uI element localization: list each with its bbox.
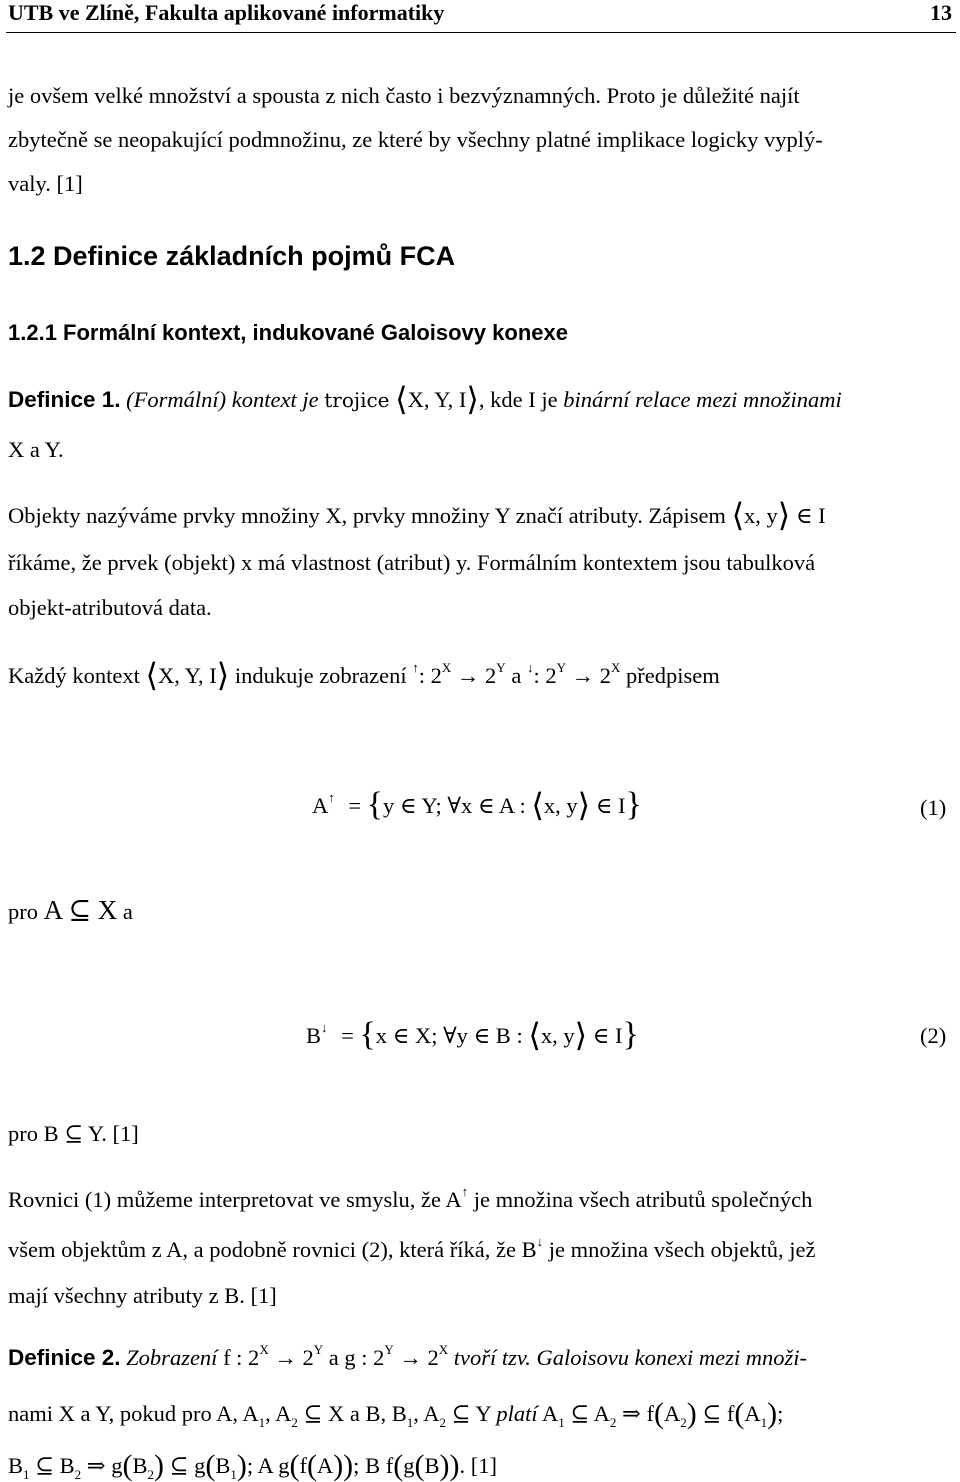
def1-tuple: X, Y, I [407,387,467,412]
def1-italic-2: binární relace mezi množinami [563,387,842,412]
sub: 2 [439,1415,447,1430]
def2-italic-2: tvoří tzv. Galoisovu konexi mezi množi- [453,1345,808,1370]
def2-comma: , A [265,1401,292,1426]
def1-label: Definice 1. [8,387,121,412]
angle-right: ⟩ [216,656,230,694]
intro-line-3: valy. [1] [8,171,83,196]
sub: 1 [258,1415,266,1430]
def2-sup-x-2: X [438,1342,449,1357]
pro1-expr: A ⊆ X [43,895,118,925]
each-a: a [511,663,522,688]
down-arrow-icon: ↓ [536,1234,544,1249]
end: . [1] [459,1453,497,1478]
A: A [664,1401,681,1426]
paren: ) [236,1449,247,1482]
def1-line-2: X a Y. [8,437,64,462]
angle-right: ⟩ [777,496,791,534]
equation-1 [312,786,642,824]
paren: ( [289,1449,300,1482]
page-number: 13 [930,0,952,25]
arrow-1: → [456,663,480,688]
paren: )) [439,1449,460,1482]
up-arrow-icon: ↑ [412,660,419,675]
rovnici-line-3: mají všechny atributy z B. [1] [8,1283,277,1308]
paren: )) [333,1449,354,1482]
semicolon: ; [246,1453,254,1478]
def2-italic-1: Zobrazení [126,1345,218,1370]
def2-l2a: nami X a Y, pokud pro [8,1401,212,1426]
up-arrow-icon: ↑ [328,790,335,805]
eq1-body: y ∈ Y; ∀x ∈ A : [383,793,526,818]
def2-impl-arrow: ⇒ f [622,1401,654,1426]
angle-left: ⟨ [145,656,158,694]
def2-a: a [328,1345,339,1370]
def2-impl-a: A [542,1401,559,1426]
eq2-number: (2) [920,1023,947,1048]
rovnici-B: B [521,1237,537,1262]
sub: 2 [291,1415,298,1430]
sub: 2 [147,1467,155,1482]
A: A [744,1401,761,1426]
A: A [257,1453,273,1478]
objects-line-3: objekt-atributová data. [8,595,212,620]
sup-x: X [441,660,452,675]
B1: B [8,1453,24,1478]
def2-subX: ⊆ X [303,1401,345,1426]
down-arrow-icon: ↓ [526,660,534,675]
f: f [299,1453,307,1478]
f: f [385,1453,394,1478]
def2-line-3 [8,1449,497,1482]
objects-in-i: ∈ I [795,503,826,528]
eq2-in-i: ∈ I [592,1023,623,1048]
B: B [365,1453,381,1478]
eq2-lhs: B [306,1023,322,1048]
brace-right: } [625,786,642,823]
def2-f-map: f : 2 [223,1345,260,1370]
angle-left: ⟨ [528,1016,541,1054]
angle-right: ⟩ [577,786,591,824]
def2-arrow-1: → 2 [274,1345,314,1370]
brace-left: { [366,786,384,823]
subset-g: ⊆ g [169,1453,206,1478]
brace-left: { [359,1016,376,1053]
eq2-body: x ∈ X; ∀y ∈ B : [375,1023,523,1048]
header-title: UTB ve Zlíně, Fakulta aplikované informatiky [8,0,445,25]
angle-right: ⟩ [466,380,479,418]
def2-g-map: g : 2 [344,1345,385,1370]
sub: 2 [74,1467,82,1482]
paren: ( [306,1449,317,1482]
def1-italic-1: (Formální) kontext je [126,387,319,412]
eq2-eq: = [341,1023,354,1048]
pro1-a: a [122,899,133,924]
paren: ) [767,1397,778,1430]
subset: ⊆ B [35,1453,75,1478]
def2-arrow-2: → 2 [399,1345,439,1370]
implies-g: ⇒ g [86,1453,123,1478]
angle-left: ⟨ [395,380,408,418]
intro-line-2: zbytečně se neopakující podmnožinu, ze které by všechny platné implikace logicky vyplý- [8,127,823,152]
def2-subY: ⊆ Y [451,1401,491,1426]
pro2-pro: pro [8,1121,38,1146]
brace-right: } [622,1016,639,1053]
rovnici-line-2 [8,1234,816,1265]
sub: 1 [23,1467,30,1482]
semicolon: ; [777,1401,784,1426]
A: A [316,1453,334,1478]
sub: 1 [760,1415,768,1430]
def2-line-2 [8,1397,784,1430]
def2-set2: B, B [365,1401,407,1426]
rovnici-l2b: je množina všech objektů, jež [548,1237,816,1262]
down-arrow-icon: ↓ [321,1020,328,1035]
paren: ( [393,1449,404,1482]
each-text-1: Každý kontext [8,663,140,688]
subsection-title: 1.2.1 Formální kontext, indukované Galoisovy konexe [8,320,568,345]
pro1-pro: pro [8,899,38,924]
paren: ( [205,1449,216,1482]
pro2-expr: B ⊆ Y [43,1121,102,1146]
each-tuple: X, Y, I [157,663,217,688]
paren: ) [686,1397,697,1430]
header-rule [6,32,956,33]
sup-y: Y [496,660,506,675]
eq1-number: (1) [920,795,947,820]
paren: ( [654,1397,664,1430]
paren: ( [734,1397,745,1430]
section-title: 1.2 Definice základních pojmů FCA [8,241,456,271]
eq2-pair: x, y [540,1023,575,1048]
sup-x-2: X [610,660,621,675]
sup-y-2: Y [556,660,566,675]
def1-word: trojice [324,388,390,412]
eq1-lhs: A [312,793,329,818]
pro2-rest: . [1] [101,1121,139,1146]
sub: 1 [558,1415,565,1430]
each-text-2: indukuje zobrazení [234,663,407,688]
def2-l2-a: a [349,1401,360,1426]
B: B [215,1453,231,1478]
def2-impl-mid: ⊆ A [570,1401,610,1426]
sub: 2 [680,1415,687,1430]
B: B [424,1453,440,1478]
up-arrow-icon: ↑ [461,1184,469,1199]
def2-sup-x: X [259,1342,269,1357]
sub: 2 [609,1415,617,1430]
eq1-in-i: ∈ I [595,793,626,818]
intro-line-1: je ovšem velké množství a spousta z nich často i bezvýznamných. Proto je důležité najít [8,83,800,108]
rovnici-line-1 [8,1184,813,1215]
g: g [403,1453,415,1478]
objects-line-2: říkáme, že prvek (objekt) x má vlastnost (atribut) y. Formálním kontextem jsou tabulková [8,550,816,575]
semicolon: ; [353,1453,360,1478]
def1-text-2: , kde I je [478,387,558,412]
sub: 1 [230,1467,237,1482]
paren: ( [122,1449,133,1482]
map2-b: 2 [599,663,611,688]
def2-line-1 [8,1342,808,1373]
map1-a: : 2 [418,663,442,688]
map2-a: : 2 [533,663,557,688]
B: B [132,1453,148,1478]
eq1-pair: x, y [543,793,578,818]
comma: , A [413,1401,440,1426]
g: g [278,1453,290,1478]
each-text-3: předpisem [625,663,720,688]
def1-line-1 [8,380,842,418]
arrow-2: → [571,663,595,688]
equation-2 [306,1016,639,1054]
sub: 1 [406,1415,414,1430]
each-line [8,656,720,694]
angle-left: ⟨ [531,786,544,824]
eq1-eq: = [348,793,362,818]
map1-b: 2 [485,663,497,688]
def2-plati: platí [496,1401,538,1426]
def2-label: Definice 2. [8,1345,121,1370]
objects-text: Objekty nazýváme prvky množiny X, prvky množiny Y značí atributy. Zápisem [8,503,726,528]
rovnici-l1a: Rovnici (1) můžeme interpretovat ve smyslu, že [8,1187,441,1212]
def2-sup-y-2: Y [384,1342,394,1357]
pro-line-2 [8,1122,139,1146]
rovnici-A: A [445,1187,462,1212]
angle-right: ⟩ [574,1016,588,1054]
rovnici-l1b: je množina všech atributů společných [473,1187,813,1212]
def2-impl-f2: ⊆ f [702,1401,735,1426]
paren: ( [414,1449,425,1482]
rovnici-l2a: všem objektům z A, a podobně rovnici (2), která říká, že [8,1237,516,1262]
objects-line-1 [8,496,826,534]
angle-left: ⟨ [731,496,745,534]
objects-pair: x, y [744,503,778,528]
def2-set1: A, A [216,1401,259,1426]
paren: ) [154,1449,165,1482]
def2-sup-y: Y [313,1342,324,1357]
pro-line-1 [8,895,133,925]
